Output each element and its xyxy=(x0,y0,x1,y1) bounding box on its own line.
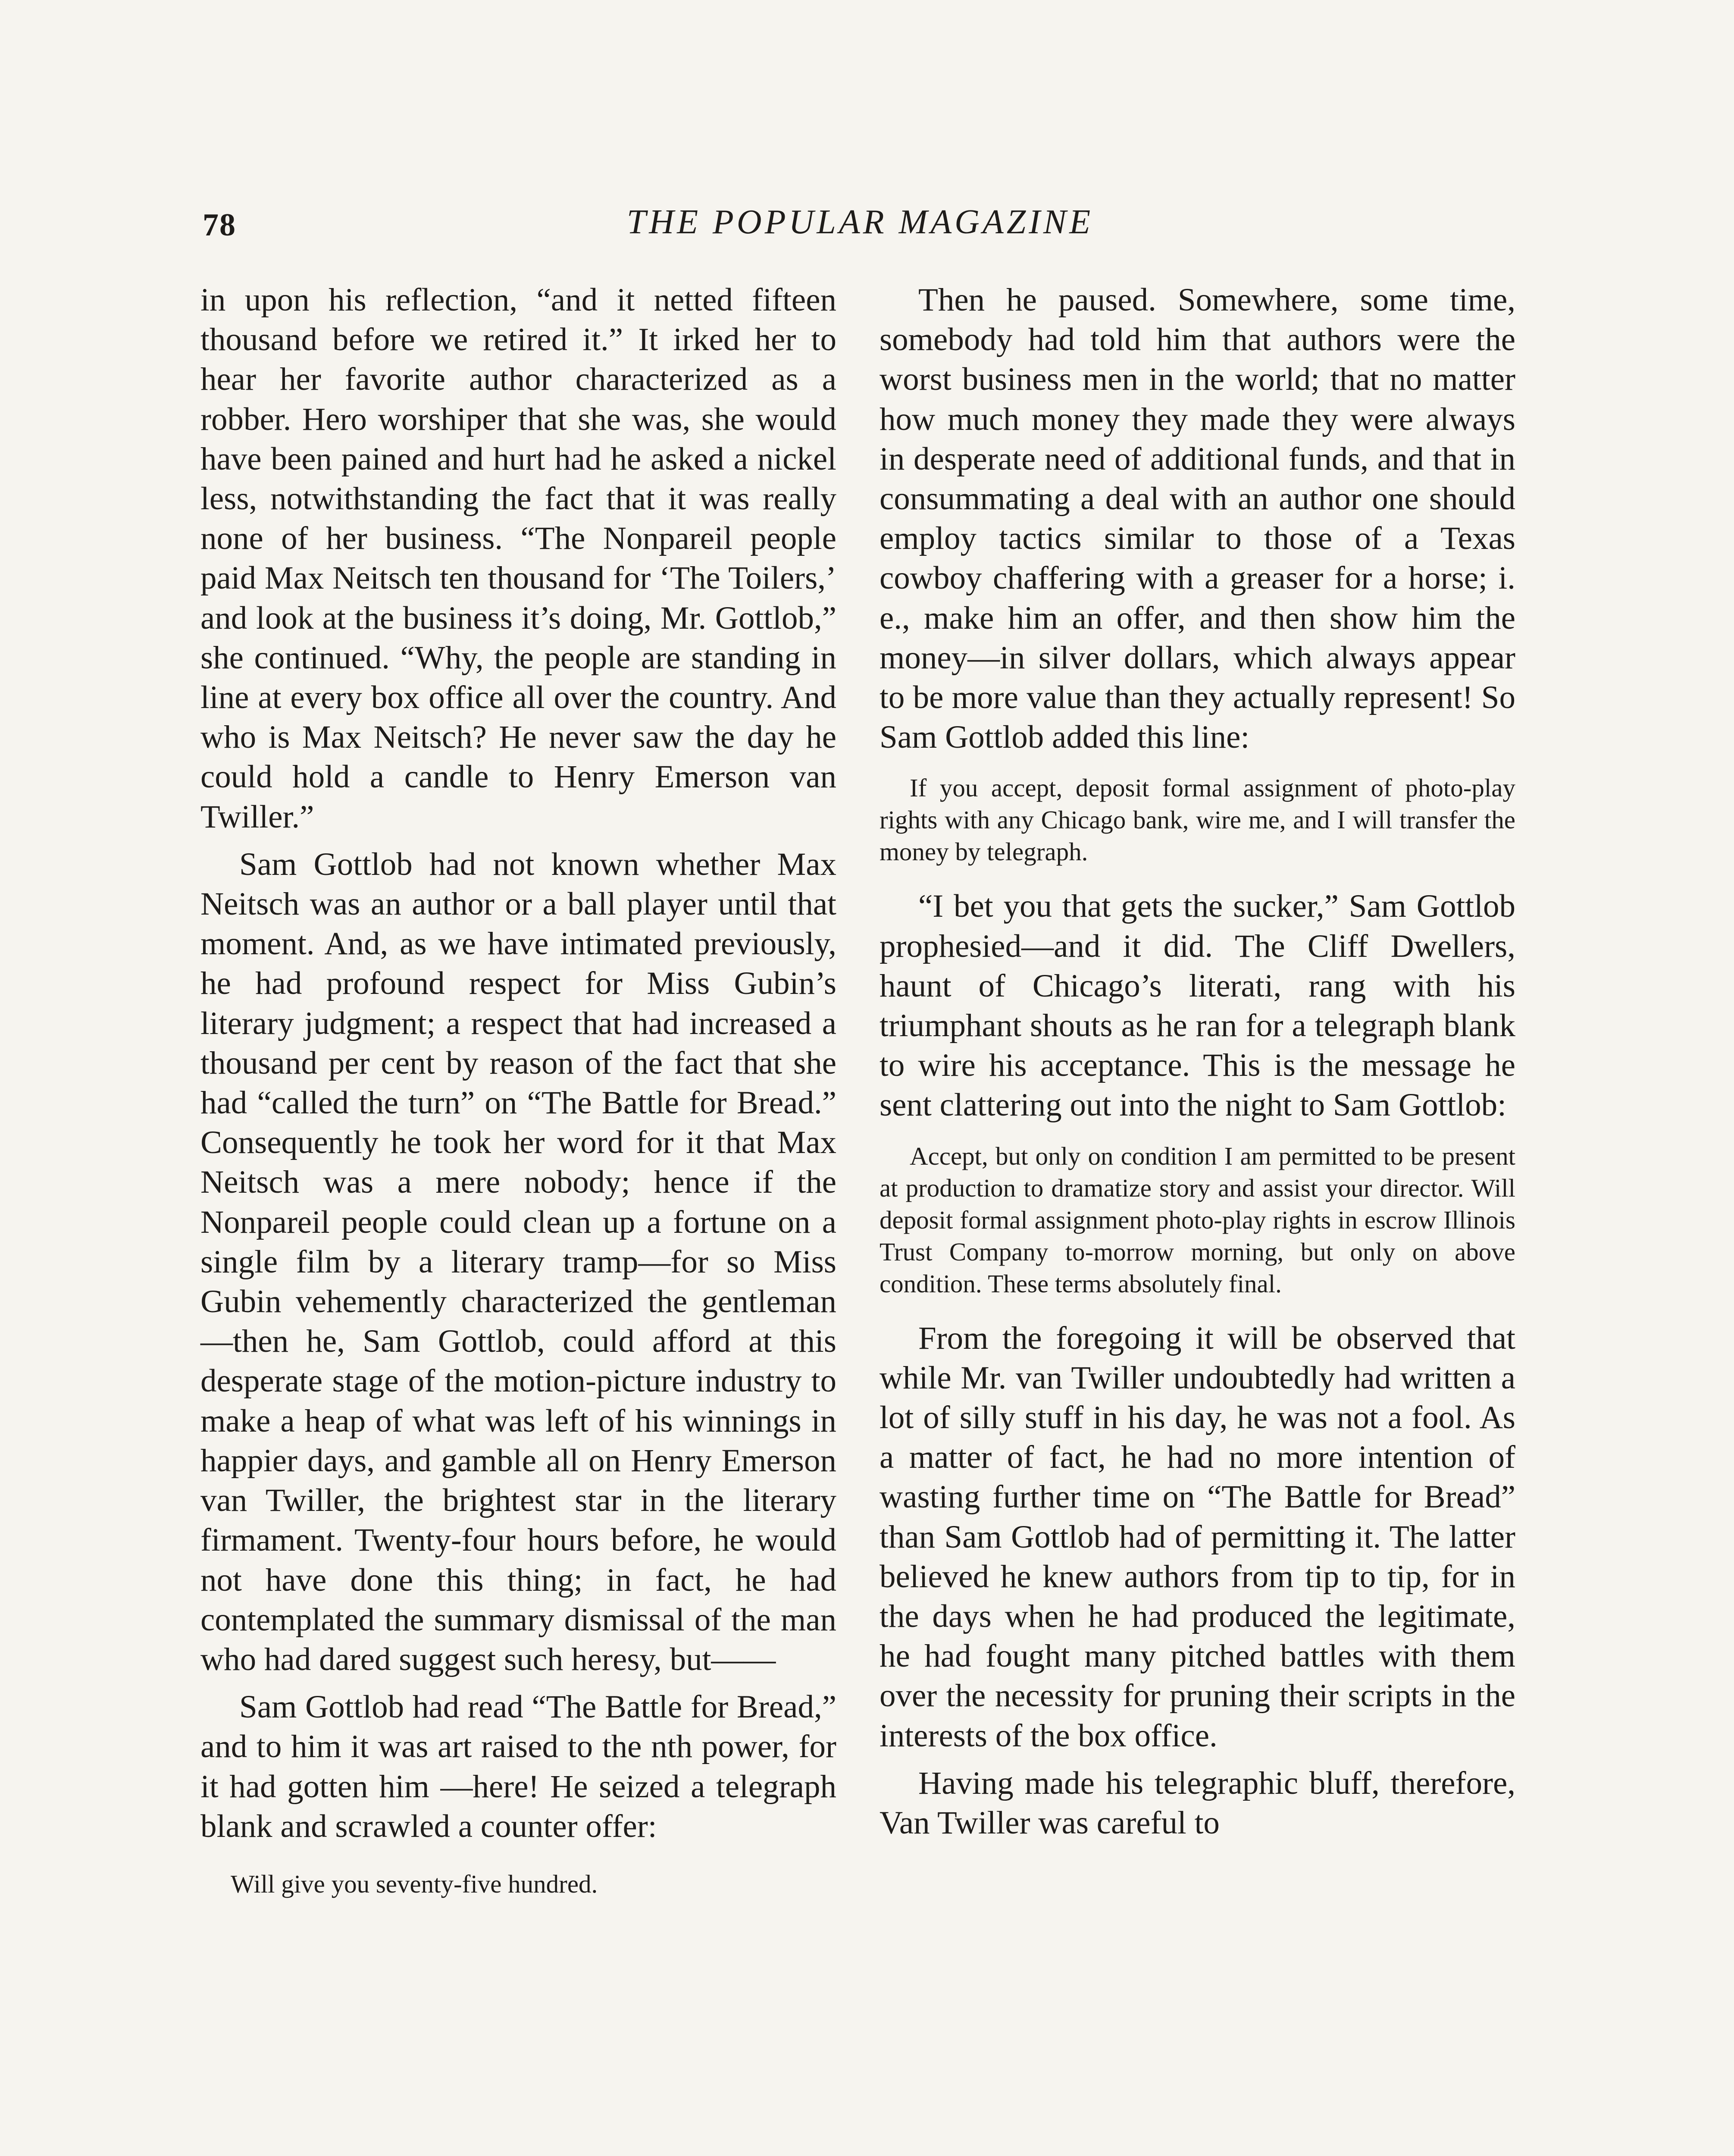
page-number: 78 xyxy=(203,207,236,243)
paragraph: Having made his telegraphic bluff, therefore, Van Twiller was careful to xyxy=(880,1765,1515,1841)
telegram-quote: If you accept, deposit formal assignment of photo-play rights with any Chicago bank, wire me, and I will transfer the money by telegraph. xyxy=(880,774,1515,866)
paragraph: Sam Gottlob had read “The Battle for Bread,” and to him it was art raised to the nth power, for it had gotten him —here! He seized a telegraph blank and scrawled a counter offer: xyxy=(200,1689,836,1844)
telegram-quote: Accept, but only on condition I am permitted to be present at production to dramatize story and assist your director. Will deposit formal assignment photo-play rights in escrow Illinois Trust Company to-morrow morning, but only on above condition. These terms absolutely final. xyxy=(880,1141,1515,1298)
running-title: THE POPULAR MAGAZINE xyxy=(626,203,1094,241)
paragraph: “I bet you that gets the sucker,” Sam Gottlob prophesied—and it did. The Cliff Dwellers, haunt of Chicago’s literati, rang with his triumphant shouts as he ran for a telegraph blank to wire his acceptance. This is the message he sent clattering out into the night to Sam Gottlob: xyxy=(880,888,1515,1123)
telegram-quote: Will give you seventy-five hundred. xyxy=(231,1869,598,1898)
right-column xyxy=(880,280,1515,1843)
paragraph: Then he paused. Somewhere, some time, somebody had told him that authors were the worst business men in the world; that no matter how much money they made they were always in desperate need of additional funds, and that in consummating a deal with an author one should employ tactics similar to those of a Texas cowboy chaffering with a greaser for a horse; i. e., make him an offer, and then show him the money—in silver dollars, which always appear to be more value than they actually represent! So Sam Gottlob added this line: xyxy=(880,282,1515,755)
page-header xyxy=(203,203,1518,267)
paragraph: Sam Gottlob had not known whether Max Neitsch was an author or a ball player until that moment. And, as we have intimated previously, he had profound respect for Miss Gubin’s literary judgment; a respect that had increased a thousand per cent by reason of the fact that she had “called the turn” on “The Battle for Bread.” Consequently he took her word for it that Max Neitsch was a mere nobody; hence if the Nonpareil people could clean up a fortune on a single film by a literary tramp—for so Miss Gubin vehemently characterized the gentleman—then he, Sam Gottlob, could afford at this desperate stage of the motion-picture industry to make a heap of what was left of his winnings in happier days, and gamble all on Henry Emerson van Twiller, the brightest star in the literary firmament. Twenty-four hours before, he would not have done this thing; in fact, he had contemplated the summary dismissal of the man who had dared suggest such heresy, but—— xyxy=(200,846,836,1677)
paragraph: in upon his reflection, “and it netted fifteen thousand before we retired it.” It irked her to hear her favorite author characterized as a robber. Hero worshiper that she was, she would have been pained and hurt had he asked a nickel less, notwithstanding the fact that it was really none of her business. “The Nonpareil people paid Max Neitsch ten thousand for ‘The Toilers,’ and look at the business it’s doing, Mr. Gottlob,” she continued. “Why, the people are standing in line at every box office all over the country. And who is Max Neitsch? He never saw the day he could hold a candle to Henry Emerson van Twiller.” xyxy=(200,282,836,835)
paragraph: From the foregoing it will be observed that while Mr. van Twiller undoubtedly had written a lot of silly stuff in his day, he was not a fool. As a matter of fact, he had no more intention of wasting further time on “The Battle for Bread” than Sam Gottlob had of permitting it. The latter believed he knew authors from tip to tip, for in the days when he had produced the legitimate, he had fought many pitched battles with them over the necessity for pruning their scripts in the interests of the box office. xyxy=(880,1320,1515,1754)
left-column xyxy=(200,280,836,1900)
